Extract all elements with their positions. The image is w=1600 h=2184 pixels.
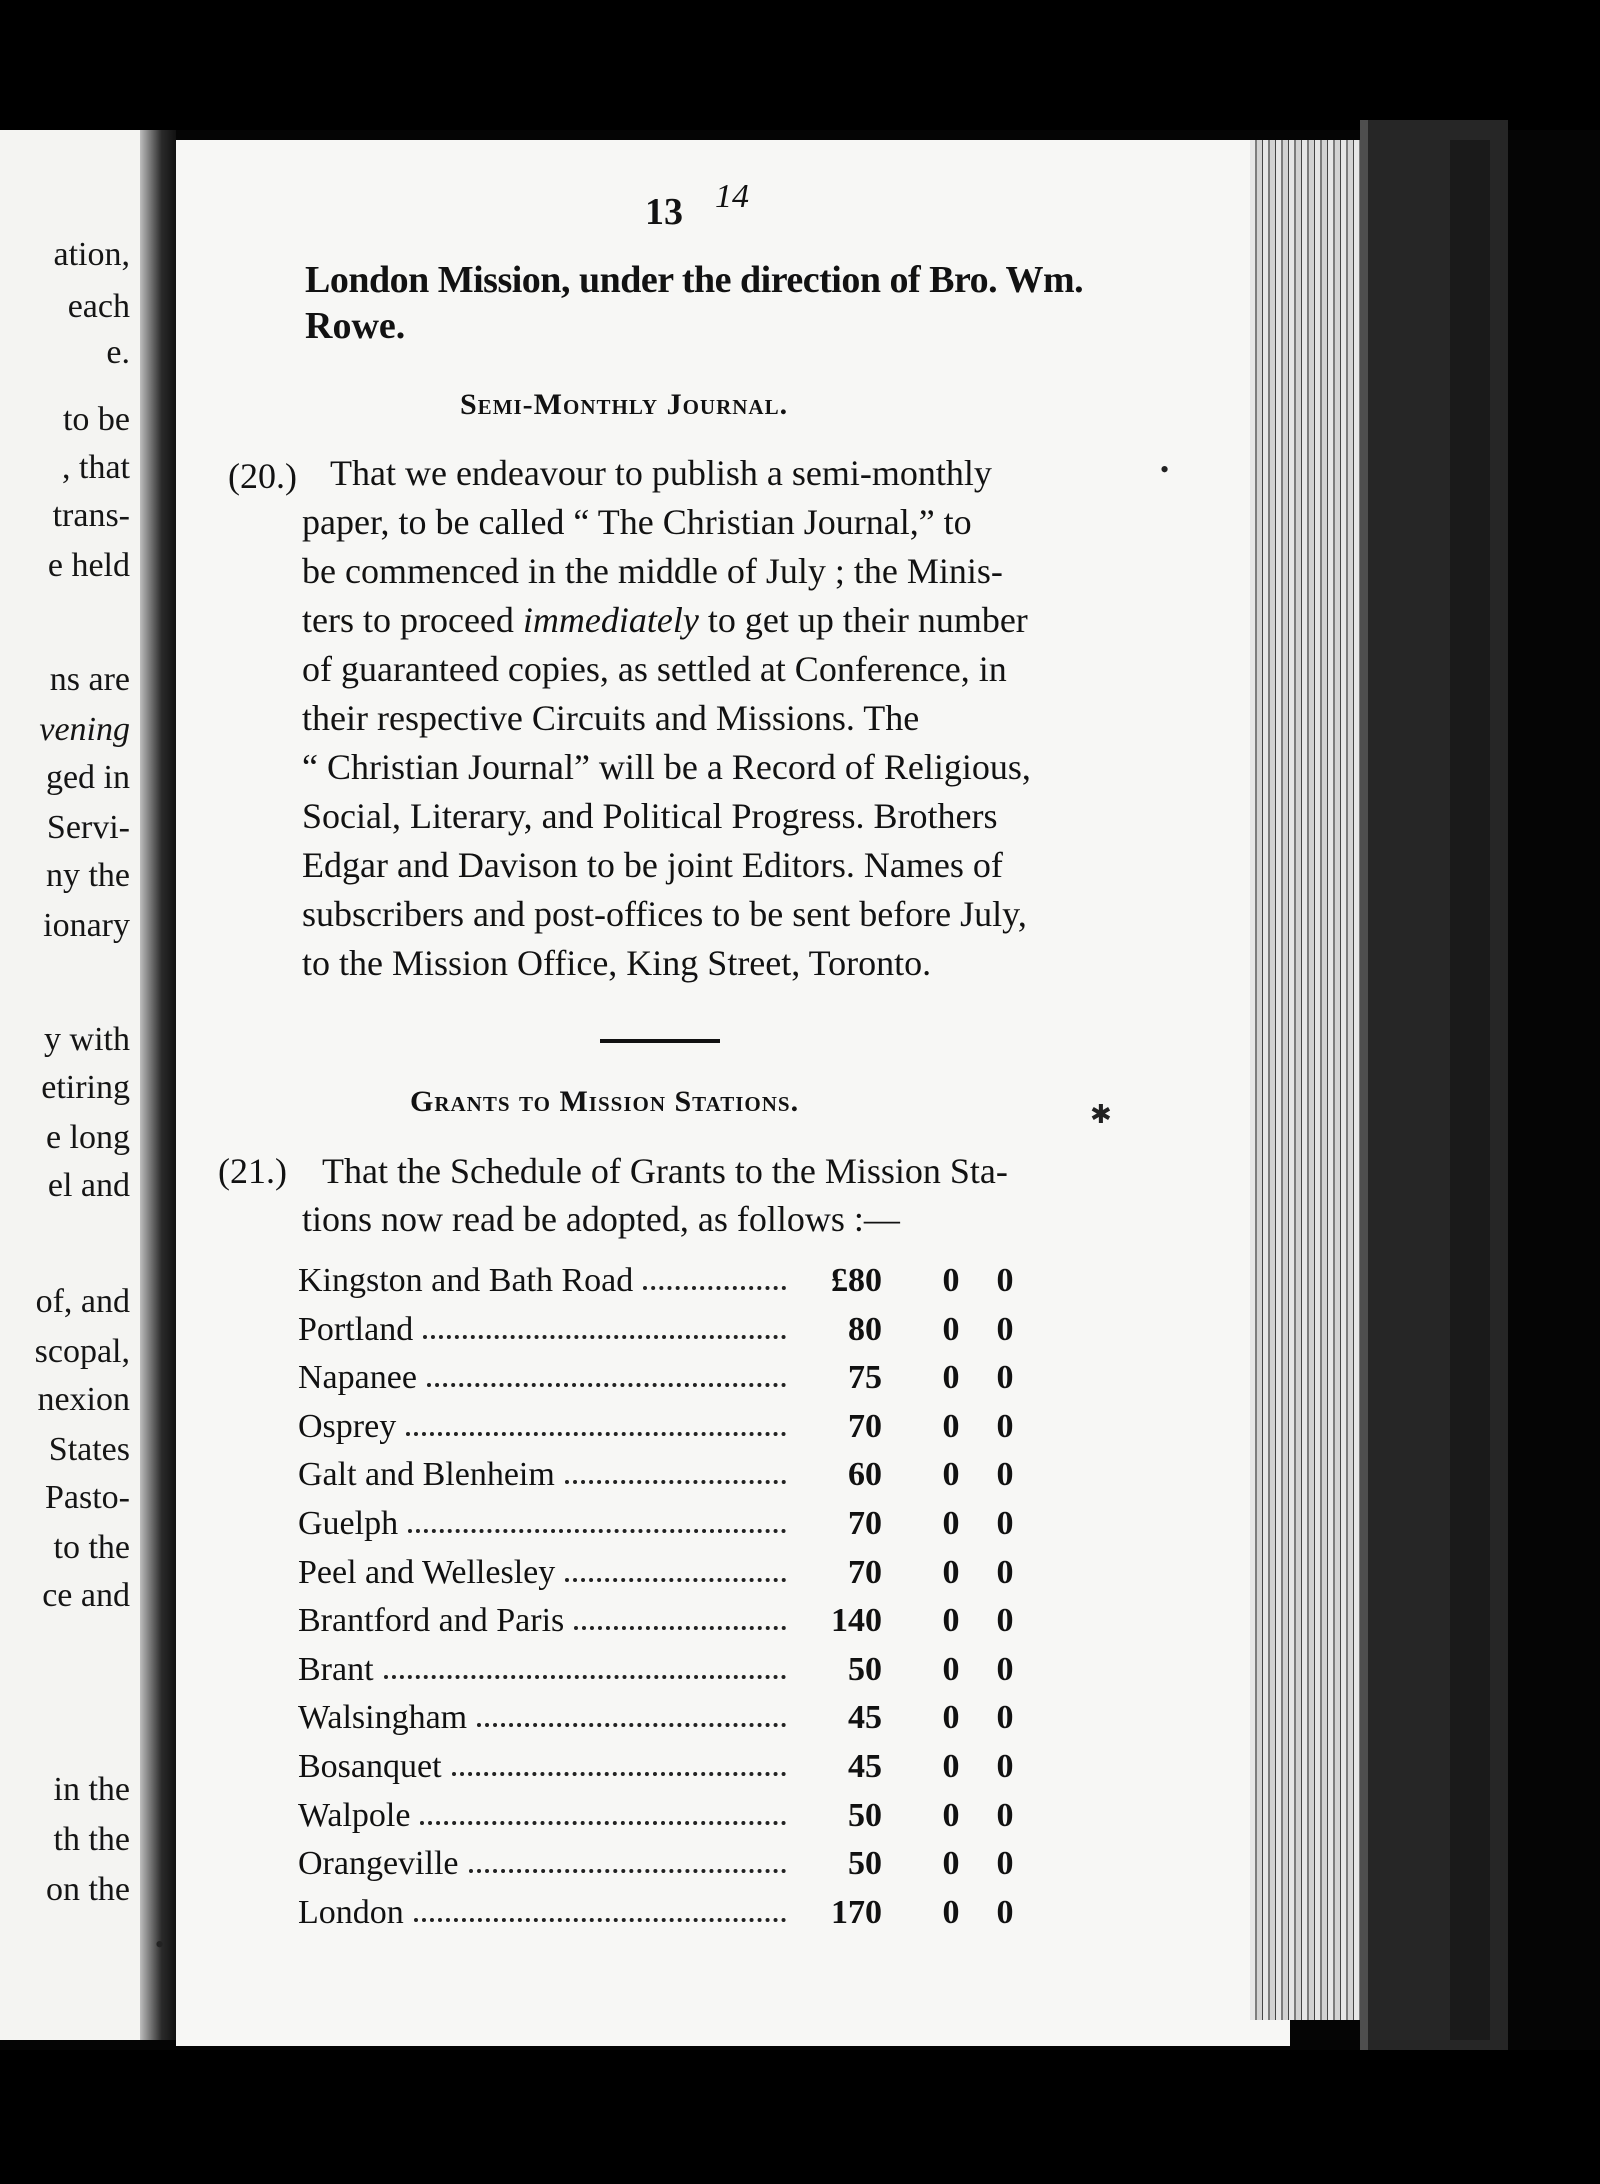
grant-station-name: Peel and Wellesley	[298, 1554, 556, 1591]
left-page-fragment: to the	[53, 1529, 130, 1566]
leader-dots	[565, 1474, 786, 1484]
left-page-fragment: el and	[47, 1167, 130, 1204]
journal-line-5: of guaranteed copies, as settled at Conference, in	[302, 649, 1007, 689]
grant-amount-shillings: 0	[942, 1262, 960, 1299]
grant-station-name: Kingston and Bath Road	[298, 1262, 634, 1299]
grant-amount-pounds: 75	[848, 1359, 882, 1396]
leader-dots	[469, 1863, 786, 1873]
grant-station-name: Guelph	[298, 1505, 399, 1542]
grant-amount-pence: 0	[996, 1894, 1014, 1931]
grant-amount-pounds: 80	[848, 1311, 882, 1348]
left-page-fragment: ation,	[53, 236, 130, 273]
grant-amount-shillings: 0	[942, 1699, 960, 1736]
left-page-fragment: Servi-	[46, 809, 130, 846]
grant-amount-shillings: 0	[942, 1505, 960, 1542]
grant-amount-shillings: 0	[942, 1408, 960, 1445]
grant-amount-pounds: 45	[848, 1699, 882, 1736]
scan-border-top	[0, 0, 1600, 130]
grant-row	[298, 1845, 1058, 1891]
left-page-fragment: nexion	[37, 1381, 130, 1418]
grant-amount-pence: 0	[996, 1262, 1014, 1299]
grant-amount-pounds: £80	[831, 1262, 882, 1299]
journal-line-1: That we endeavour to publish a semi-monthly	[330, 453, 992, 493]
grant-amount-pounds: 50	[848, 1651, 882, 1688]
left-page-fragment: ns are	[49, 661, 130, 698]
grant-row	[298, 1651, 1058, 1697]
grant-amount-pounds: 140	[831, 1602, 882, 1639]
leader-dots	[420, 1815, 786, 1825]
grant-amount-pence: 0	[996, 1359, 1014, 1396]
journal-line-10: subscribers and post-offices to be sent before July,	[302, 894, 1027, 934]
left-page-fragment: th the	[53, 1821, 130, 1858]
leader-dots	[643, 1280, 786, 1290]
left-page-fragment: to be	[62, 401, 130, 438]
grant-amount-pounds: 45	[848, 1748, 882, 1785]
left-page-fragment: vening	[39, 711, 130, 748]
grant-amount-pence: 0	[996, 1699, 1014, 1736]
journal-line-2: paper, to be called “ The Christian Journal,” to	[302, 502, 972, 542]
grant-amount-pounds: 70	[848, 1505, 882, 1542]
grant-row	[298, 1505, 1058, 1551]
journal-line-6: their respective Circuits and Missions. The	[302, 698, 920, 738]
page-heading-continued: Rowe.	[305, 305, 406, 347]
grant-station-name: Napanee	[298, 1359, 417, 1396]
grant-station-name: London	[298, 1894, 404, 1931]
leader-dots	[574, 1620, 786, 1630]
grants-section-title-text: Grants to Mission Stations.	[410, 1085, 800, 1118]
grant-amount-pence: 0	[996, 1456, 1014, 1493]
grant-row	[298, 1894, 1058, 1940]
left-page-fragment: on the	[45, 1871, 130, 1908]
left-page-fragment: scopal,	[34, 1333, 130, 1370]
grant-amount-pounds: 70	[848, 1554, 882, 1591]
grant-amount-pence: 0	[996, 1845, 1014, 1882]
scan-speck: ✱	[1090, 1100, 1112, 1129]
grant-amount-pence: 0	[996, 1554, 1014, 1591]
leader-dots	[384, 1669, 786, 1679]
journal-line-11: to the Mission Office, King Street, Toronto.	[302, 943, 932, 983]
grant-station-name: Portland	[298, 1311, 414, 1348]
left-page-fragment: ny the	[45, 857, 130, 894]
grant-station-name: Osprey	[298, 1408, 397, 1445]
scan-border-bottom	[0, 2050, 1600, 2184]
grants-section-title	[410, 1085, 799, 1119]
grant-amount-pounds: 170	[831, 1894, 882, 1931]
grant-row	[298, 1359, 1058, 1405]
grant-amount-shillings: 0	[942, 1894, 960, 1931]
page-number: 13	[645, 191, 683, 233]
journal-line-4	[302, 599, 1028, 641]
grant-amount-shillings: 0	[942, 1554, 960, 1591]
paragraph-number-21: (21.)	[218, 1151, 287, 1191]
left-page-fragment: ged in	[45, 759, 130, 796]
grant-amount-shillings: 0	[942, 1651, 960, 1688]
grant-station-name: Orangeville	[298, 1845, 459, 1882]
book-cover-spine	[1450, 140, 1490, 2040]
left-facing-page	[0, 130, 140, 2040]
grant-amount-shillings: 0	[942, 1602, 960, 1639]
journal-line-4-emphasis: immediately	[522, 600, 699, 640]
journal-section-title	[460, 388, 788, 422]
grant-amount-shillings: 0	[942, 1456, 960, 1493]
grant-row	[298, 1602, 1058, 1648]
journal-line-3: be commenced in the middle of July ; the Minis-	[302, 551, 1003, 591]
journal-section-title-text: Semi-Monthly Journal.	[460, 388, 789, 421]
left-page-fragment: each	[67, 288, 130, 325]
grant-row	[298, 1699, 1058, 1745]
left-page-fragment: e.	[106, 334, 130, 371]
leader-dots	[423, 1329, 786, 1339]
scan-speck: •	[1160, 455, 1170, 484]
grant-amount-pence: 0	[996, 1797, 1014, 1834]
grant-amount-pence: 0	[996, 1311, 1014, 1348]
leader-dots	[427, 1377, 786, 1387]
grant-station-name: Galt and Blenheim	[298, 1456, 555, 1493]
journal-line-4-b: to get up their number	[707, 600, 1028, 640]
left-page-fragment: e long	[45, 1119, 130, 1156]
page-edges	[1250, 140, 1360, 2020]
handwritten-page-number: 14	[715, 178, 749, 215]
grant-station-name: Walsingham	[298, 1699, 468, 1736]
grant-amount-shillings: 0	[942, 1845, 960, 1882]
grant-amount-pence: 0	[996, 1408, 1014, 1445]
grant-amount-pence: 0	[996, 1651, 1014, 1688]
leader-dots	[414, 1912, 786, 1922]
page-heading: London Mission, under the direction of Bro. Wm.	[305, 259, 1084, 301]
grant-amount-pounds: 60	[848, 1456, 882, 1493]
grant-amount-pounds: 70	[848, 1408, 882, 1445]
left-page-fragment: Pasto-	[45, 1479, 130, 1516]
journal-line-4-a: ters to proceed	[302, 600, 514, 640]
leader-dots	[477, 1717, 786, 1727]
grant-amount-pence: 0	[996, 1748, 1014, 1785]
grant-amount-shillings: 0	[942, 1311, 960, 1348]
left-page-fragment: y with	[44, 1021, 130, 1058]
grant-row	[298, 1748, 1058, 1794]
left-page-fragment: , that	[62, 449, 130, 486]
grant-amount-shillings: 0	[942, 1748, 960, 1785]
grants-intro-line-1: That the Schedule of Grants to the Mission Sta-	[322, 1151, 1008, 1191]
grant-amount-pence: 0	[996, 1505, 1014, 1542]
grant-amount-pounds: 50	[848, 1845, 882, 1882]
left-page-fragment: etiring	[41, 1069, 130, 1106]
grant-amount-pounds: 50	[848, 1797, 882, 1834]
grant-station-name: Brantford and Paris	[298, 1602, 565, 1639]
grant-amount-shillings: 0	[942, 1797, 960, 1834]
leader-dots	[452, 1766, 786, 1776]
journal-line-9: Edgar and Davison to be joint Editors. Names of	[302, 845, 1003, 885]
left-page-fragment: e held	[47, 547, 130, 584]
leader-dots	[408, 1523, 786, 1533]
grant-amount-shillings: 0	[942, 1359, 960, 1396]
scan-speck: •	[155, 1930, 165, 1959]
grant-station-name: Brant	[298, 1651, 374, 1688]
left-page-fragment: ionary	[43, 907, 130, 944]
grant-row	[298, 1554, 1058, 1600]
left-page-fragment: States	[48, 1431, 130, 1468]
grants-intro-line-2: tions now read be adopted, as follows :—	[302, 1199, 900, 1239]
left-page-fragment: of, and	[35, 1283, 130, 1320]
grant-station-name: Bosanquet	[298, 1748, 442, 1785]
section-divider	[600, 1039, 720, 1043]
journal-line-7: “ Christian Journal” will be a Record of Religious,	[302, 747, 1031, 787]
grant-row	[298, 1311, 1058, 1357]
book-gutter	[140, 130, 176, 2040]
grant-row	[298, 1797, 1058, 1843]
paragraph-number-20: (20.)	[228, 456, 297, 496]
grant-amount-pence: 0	[996, 1602, 1014, 1639]
left-page-fragment: trans-	[52, 497, 130, 534]
grant-row	[298, 1262, 1058, 1308]
leader-dots	[565, 1572, 786, 1582]
journal-line-8: Social, Literary, and Political Progress. Brothers	[302, 796, 998, 836]
left-page-fragment: in the	[53, 1771, 130, 1808]
grant-row	[298, 1408, 1058, 1454]
leader-dots	[406, 1426, 786, 1436]
grant-row	[298, 1456, 1058, 1502]
grant-station-name: Walpole	[298, 1797, 411, 1834]
left-page-fragment: ce and	[42, 1577, 130, 1614]
